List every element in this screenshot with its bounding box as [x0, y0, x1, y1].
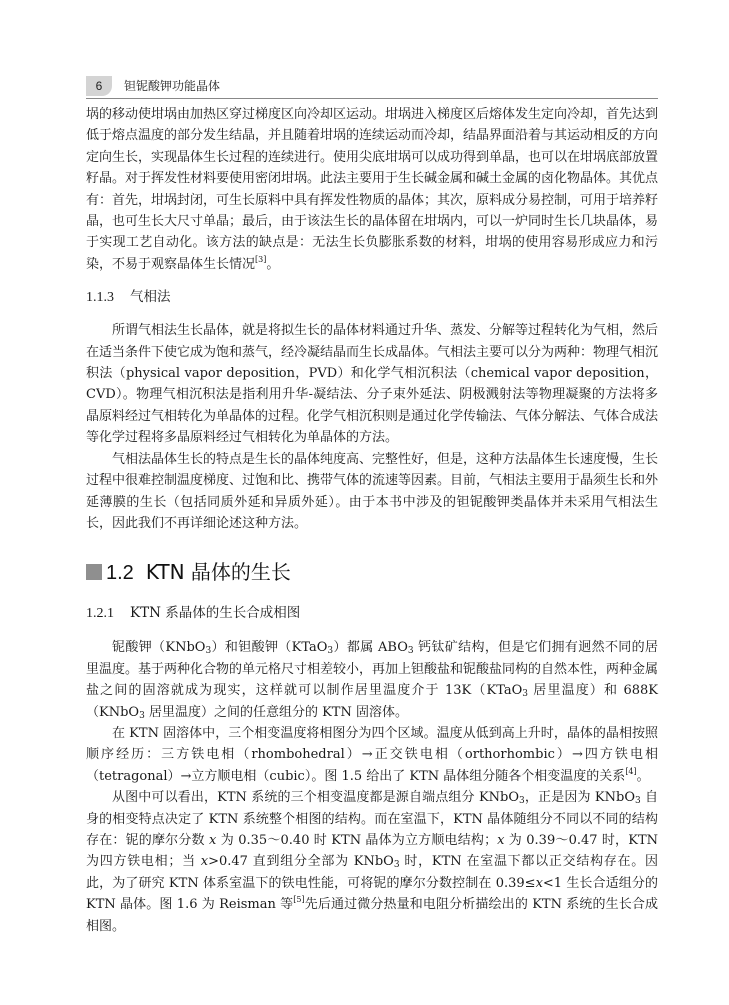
section-heading-1-2: 1.2 KTN 晶体的生长: [86, 560, 658, 585]
paragraph-vapor-definition: 所谓气相法生长晶体，就是将拟生长的晶体材料通过升华、蒸发、分解等过程转化为气相，然后在适当条件下使它成为饱和蒸气，经冷凝结晶而生长成晶体。气相法主要可以分为两种：物理气相沉积法（physical vapor deposition，PVD）和化学气相沉积法（chemical vapor deposition，CVD）。物理气相沉积法是指利用升华-凝结法、分子束外延法、阴极溅射法等物理凝聚的方法将多晶原料经过气相转化为单晶体的过程。化学气相沉积则是通过化学传输法、气体分解法、气体合成法等化学过程将多晶原料经过气相转化为单晶体的方法。: [86, 323, 659, 446]
paragraph-phase-diagram: 从图中可以看出，KTN 系统的三个相变温度都是源自端点组分 KNbO$_3$，正是因为 KNbO$_3$ 自身的相变特点决定了 KTN 系统整个相图的结构。而在室温下，KTN 晶体随组分不同以不同的结构存在：铌的摩尔分数 x 为 0.35～0.40 时 KTN 晶体为立方顺电结构；x 为 0.39～0.47 时，KTN 为四方铁电相；当 x>0.47 直到组分全部为 KNbO$_3$ 时，KTN 在室温下都以正交结构存在。因此，为了研究 KTN 体系室温下的铁电性能，可将铌的摩尔分数控制在 0.39≤x<1 生长合适组分的 KTN 晶体。图 1.6 为 Reisman 等[5]先后通过微分热量和电阻分析描绘出的 KTN 系统的生长合成相图。: [86, 790, 659, 934]
section-heading-1-2-1: 1.2.1 KTN 系晶体的生长合成相图: [86, 605, 301, 622]
running-header: [86, 74, 658, 99]
running-title: 钽铌酸钾功能晶体: [124, 79, 221, 93]
page-number: 6: [86, 76, 112, 96]
paragraph-phase-regions: 在 KTN 固溶体中，三个相变温度将相图分为四个区域。温度从低到高上升时，晶体的晶相按照顺序经历：三方铁电相（rhombohedral）→正交铁电相（orthorhombic）→四方铁电相（tetragonal）→立方顺电相（cubic）。图 1.5 给出了 KTN 晶体组分随各个相变温度的关系[4]。: [86, 725, 658, 784]
section-heading-1-1-3: 1.1.3 气相法: [86, 289, 171, 306]
page-body: [86, 104, 658, 937]
paragraph-crucible-method: 埚的移动使坩埚由加热区穿过梯度区向冷却区运动。坩埚进入梯度区后熔体发生定向冷却，首先达到低于熔点温度的部分发生结晶，并且随着坩埚的连续运动而冷却，结晶界面沿着与其运动相反的方向定向生长，实现晶体生长过程的连续进行。使用尖底坩埚可以成功得到单晶，也可以在坩埚底部放置籽晶。对于挥发性材料要使用密闭坩埚。此法主要用于生长碱金属和碱土金属的卤化物晶体。其优点有：首先，坩埚封闭，可生长原料中具有挥发性物质的晶体；其次，原料成分易控制，可用于培养籽晶，也可生长大尺寸单晶；最后，由于该法生长的晶体留在坩埚内，可以一炉同时生长几块晶体，易于实现工艺自动化。该方法的缺点是：无法生长负膨胀系数的材料，坩埚的使用容易形成应力和污染，不易于观察晶体生长情况[3]。: [86, 107, 659, 272]
citation-5: [5]: [293, 895, 305, 905]
paragraph-vapor-features: 气相法晶体生长的特点是生长的晶体纯度高、完整性好，但是，这种方法晶体生长速度慢，生长过程中很难控制温度梯度、过饱和比、携带气体的流速等因素。目前，气相法主要用于晶须生长和外延薄膜的生长（包括同质外延和异质外延）。由于本书中涉及的钽铌酸钾类晶体并未采用气相法生长，因此我们不再详细论述这种方法。: [86, 451, 659, 531]
citation-3: [3]: [255, 254, 267, 264]
citation-4: [4]: [625, 766, 637, 776]
paragraph-knbo3-ktao3: 铌酸钾（KNbO$_3$）和钽酸钾（KTaO$_3$）都属 $ABO_3$ 钙钛矿结构，但是它们拥有迥然不同的居里温度。基于两种化合物的单元格尺寸相差较小，再加上钽酸盐和铌酸盐同构的自然本性，两种金属盐之间的固溶就成为现实，这样就可以制作居里温度介于 13K（KTaO$_3$ 居里温度）和 688K（KNbO$_3$ 居里温度）之间的任意组分的 KTN 固溶体。: [86, 640, 659, 721]
heading-marker-square: [86, 564, 102, 580]
